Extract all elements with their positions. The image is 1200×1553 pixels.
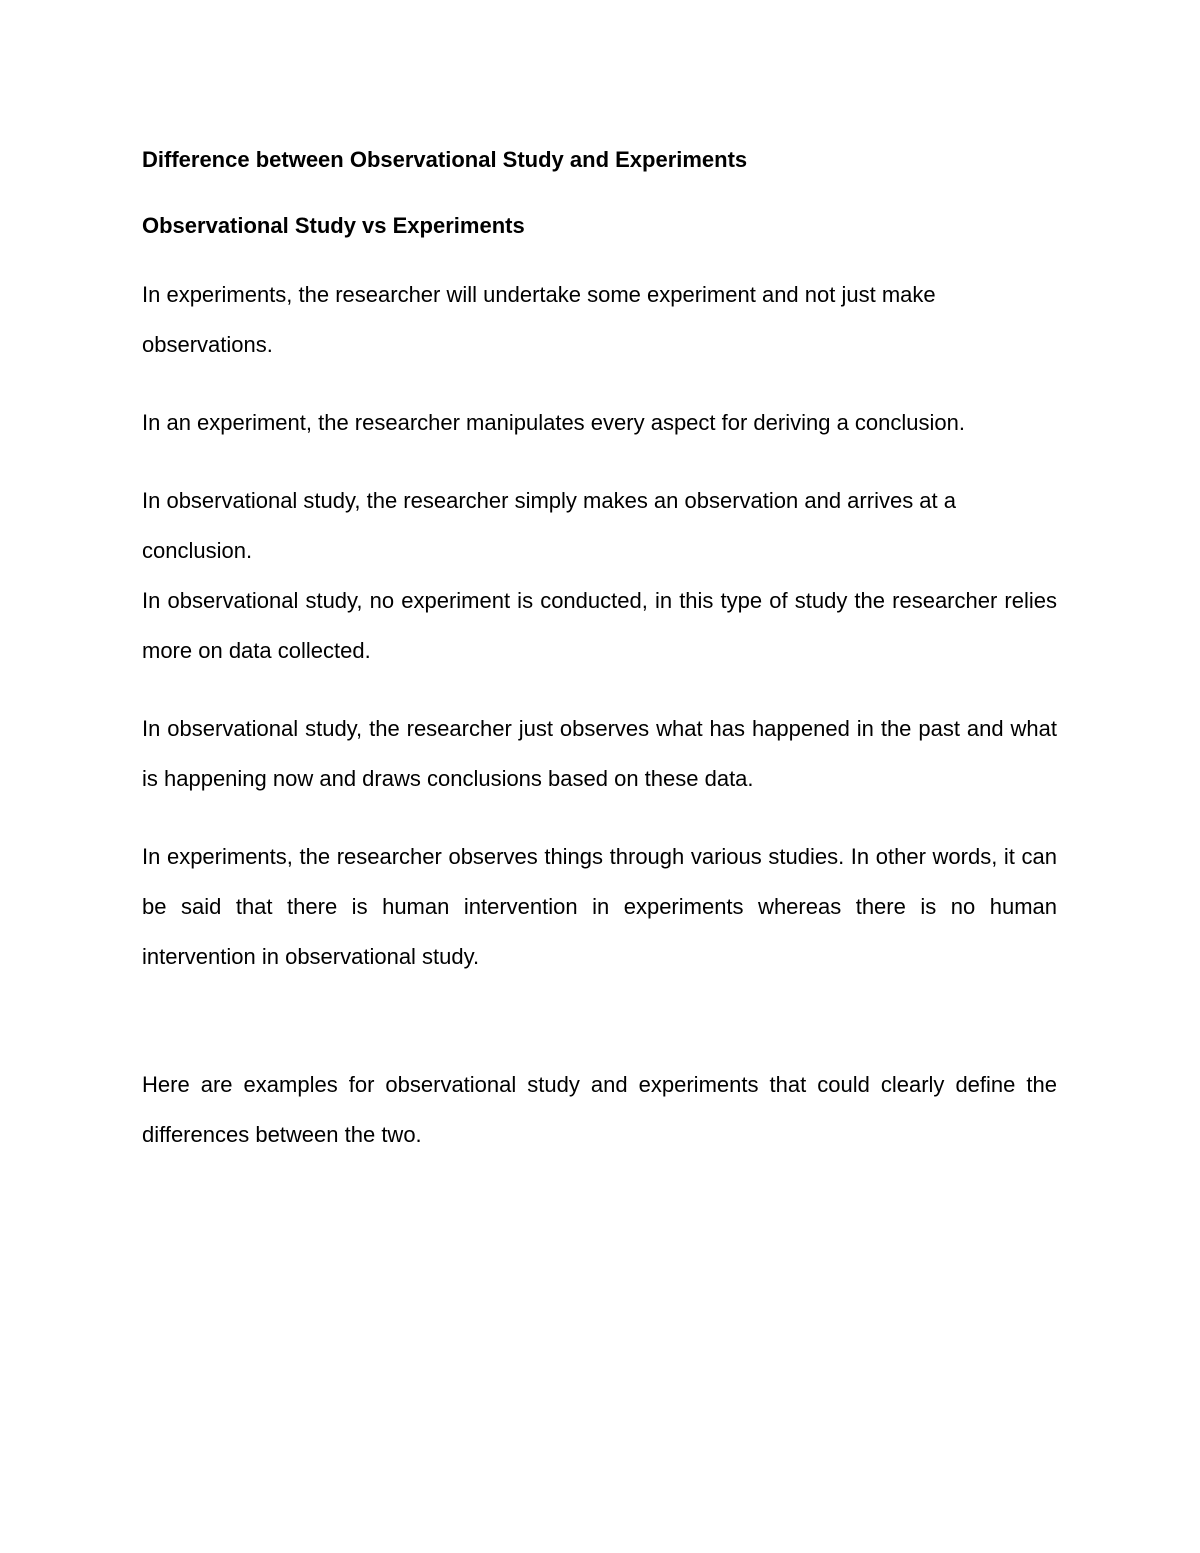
paragraph-2: In an experiment, the researcher manipulates every aspect for deriving a conclusion. [142, 410, 965, 435]
paragraph-4: In observational study, no experiment is conducted, in this type of study the researcher relies more on data collected. [142, 588, 1057, 663]
paragraph-5: In observational study, the researcher just observes what has happened in the past and what is happening now and draws conclusions based on these data. [142, 716, 1057, 791]
paragraph-6: In experiments, the researcher observes things through various studies. In other words, it can be said that there is human intervention in experiments whereas there is no human intervention in observational study. [142, 844, 1057, 969]
document-subtitle: Observational Study vs Experiments [142, 213, 525, 238]
document-body [142, 142, 1057, 1160]
paragraph-3: In observational study, the researcher simply makes an observation and arrives at a conclusion. [142, 488, 956, 563]
document-title: Difference between Observational Study and Experiments [142, 147, 748, 172]
paragraph-1: In experiments, the researcher will undertake some experiment and not just make observations. [142, 282, 936, 357]
paragraph-7: Here are examples for observational study and experiments that could clearly define the differences between the two. [142, 1072, 1057, 1147]
